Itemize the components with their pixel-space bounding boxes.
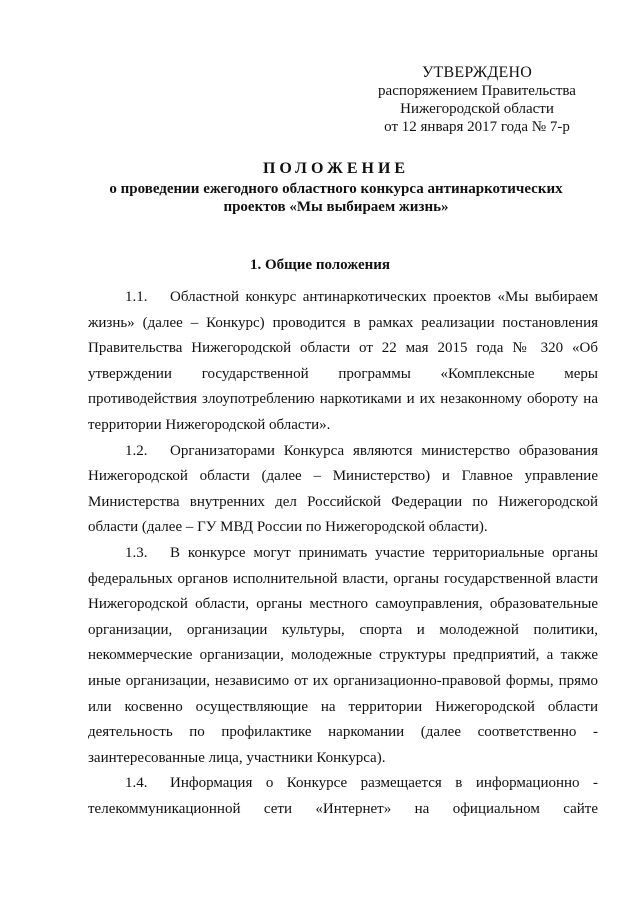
paragraph-1-2 (88, 439, 598, 541)
title-main: ПОЛОЖЕНИЕ (262, 160, 410, 177)
paragraph-number: 1.1. (125, 289, 148, 305)
approved-label: УТВЕРЖДЕНО (421, 64, 532, 81)
paragraph-number: 1.2. (125, 442, 148, 459)
approval-line-1: распоряжением Правительства (378, 83, 576, 99)
document-title (80, 160, 592, 216)
section-heading: 1. Общие положения (249, 257, 391, 273)
paragraph-1-4 (88, 771, 598, 822)
paragraph-text: Организаторами Конкурса являются министерство образования Нижегородской области (далее – Министерство) и Главное управление Министерства внутренних дел Российской Федерации по Нижегородской области (далее – ГУ МВД России по Нижегородской области). (88, 442, 598, 536)
title-line-1: о проведении ежегодного областного конкурса антинаркотических (109, 181, 563, 197)
paragraph-text: Информация о Конкурсе размещается в информационно - телекоммуникационной сети «Интернет» на официальном сайте (88, 775, 598, 817)
document-body (88, 285, 598, 822)
approval-line-3: от 12 января 2017 года № 7-р (384, 119, 570, 135)
title-line-2: проектов «Мы выбираем жизнь» (223, 199, 449, 215)
approval-line-2: Нижегородской области (400, 101, 554, 117)
paragraph-number: 1.3. (125, 544, 148, 561)
paragraph-1-1 (88, 285, 598, 439)
paragraph-text: Областной конкурс антинаркотических проектов «Мы выбираем жизнь» (далее – Конкурс) проводится в рамках реализации постановления Правительства Нижегородской области от 22 мая 2015 года № 320 «Об утверждении государственной программы «Комплексные меры противодействия злоупотреблению наркотиками и их незаконному обороту на территории Нижегородской области». (88, 289, 598, 433)
paragraph-1-3 (88, 541, 598, 771)
paragraph-number: 1.4. (125, 775, 148, 792)
approval-stamp (368, 64, 586, 136)
paragraph-text: В конкурсе могут принимать участие территориальные органы федеральных органов исполнительной власти, органы государственной власти Нижегородской области, органы местного самоуправления, образовательные организации, организации культуры, спорта и молодежной политики, некоммерческие организации, молодежные структуры предприятий, а также иные организации, независимо от их организационно-правовой формы, прямо или косвенно осуществляющие на территории Нижегородской области деятельность по профилактике наркомании (далее соответственно - заинтересованные лица, участники Конкурса). (88, 544, 598, 766)
